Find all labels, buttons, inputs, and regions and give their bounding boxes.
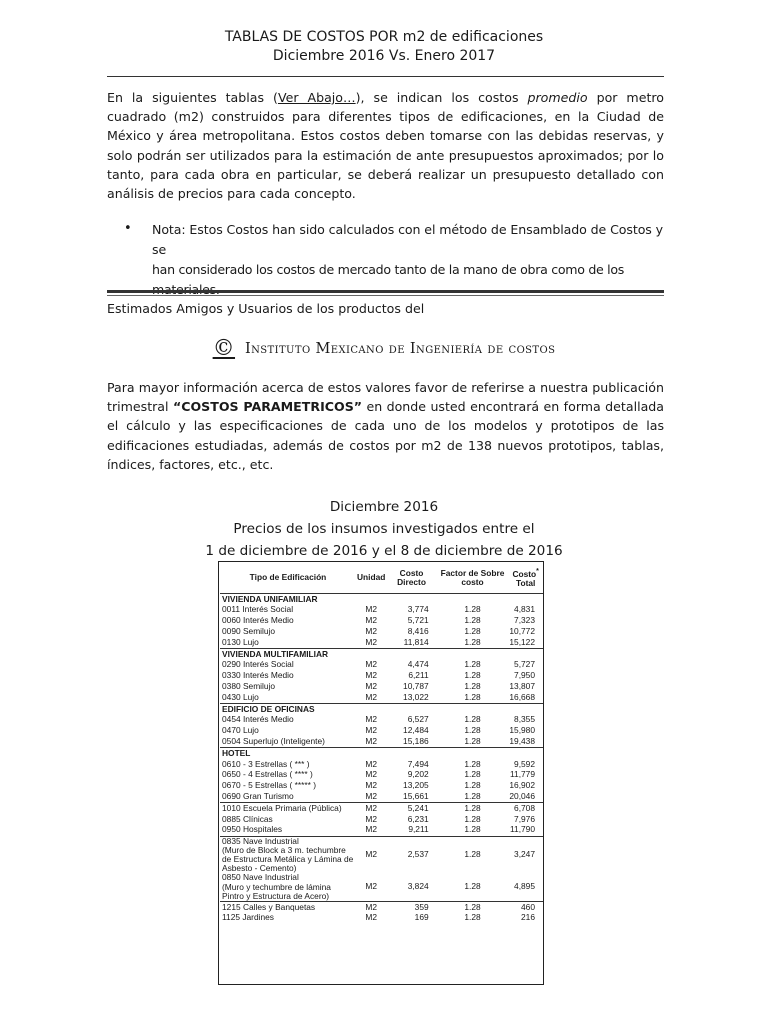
section-edificio-oficinas: EDIFICIO DE OFICINAS bbox=[220, 703, 543, 714]
cell-factor: 1.28 bbox=[464, 626, 481, 637]
cell-costo-directo: 6,231 bbox=[407, 813, 429, 824]
cell-costo-directo: 6,527 bbox=[407, 714, 429, 725]
cell-factor: 1.28 bbox=[464, 636, 481, 647]
table-row bbox=[220, 626, 543, 637]
title-divider bbox=[107, 76, 664, 77]
table-row bbox=[220, 825, 543, 836]
cell-costo-total: 3,247 bbox=[508, 836, 543, 873]
table-row bbox=[220, 637, 543, 648]
header-tipo: Tipo de Edificación bbox=[220, 563, 356, 594]
cell-costo-total: 6,708 bbox=[508, 803, 543, 814]
cell-factor: 1.28 bbox=[437, 901, 509, 912]
intro-text-3: por metro cuadrado (m2) construidos para diferentes tipos de edificaciones, en la Ciudad de México y área metropolitana. Estos costos deben tomarse con las debidas reservas, y solo podrán ser utilizados para la estimación de ante presupuestos aproximados; por lo tanto, para cada obra en particular, se deberá realizar un presupuesto detallado con análisis de precios para cada concepto. bbox=[107, 90, 664, 202]
section-row bbox=[220, 594, 543, 605]
intro-text-1: En la siguientes tablas ( bbox=[107, 90, 278, 105]
cell-unidad: M2 bbox=[365, 615, 378, 626]
intro-italic: promedio bbox=[527, 90, 588, 105]
table-row bbox=[220, 726, 543, 737]
intro-paragraph bbox=[107, 88, 664, 203]
cell-costo-directo: 6,211 bbox=[408, 670, 429, 681]
header-costo-directo: Costo Directo bbox=[386, 563, 436, 594]
info-text-2: en donde usted encontrará en forma detallada el cálculo y las especificaciones de cada uno de los modelos y prototipos de las edificaciones estudiadas, además de costos por m2 de 138 nuevos prototipos, tablas, índices, factores, etc., etc. bbox=[107, 399, 664, 472]
greeting-text: Estimados Amigos y Usuarios de los productos del bbox=[107, 301, 425, 316]
table-row bbox=[220, 605, 543, 616]
cell-costo-total: 5,727 bbox=[514, 659, 535, 670]
cell-costo-total: 19,438 bbox=[509, 736, 535, 747]
cell-unidad: M2 bbox=[365, 691, 378, 702]
cell-costo-directo: 3,824 bbox=[407, 881, 429, 892]
cell-tipo: 0060 Interés Medio bbox=[222, 615, 294, 626]
cell-costo-directo: 169 bbox=[414, 912, 429, 923]
cell-factor: 1.28 bbox=[464, 604, 481, 615]
info-paragraph bbox=[107, 378, 664, 474]
cell-unidad: M2 bbox=[365, 824, 378, 835]
table-row bbox=[220, 913, 543, 924]
cell-factor: 1.28 bbox=[464, 824, 481, 835]
cell-costo-total: 8,355 bbox=[514, 714, 535, 725]
table-row bbox=[220, 759, 543, 770]
cell-unidad: M2 bbox=[365, 626, 378, 637]
cell-tipo: 0504 Superlujo (Inteligente) bbox=[222, 736, 325, 747]
cell-costo-total: 4,895 bbox=[514, 881, 535, 892]
cell-factor: 1.28 bbox=[464, 691, 481, 702]
cell-factor: 1.28 bbox=[437, 836, 509, 873]
cell-tipo: 0670 - 5 Estrellas ( ***** ) bbox=[222, 780, 317, 791]
cell-tipo: 0011 Interés Social bbox=[222, 604, 294, 615]
cell-unidad: M2 bbox=[356, 803, 386, 814]
cell-tipo: 0430 Lujo bbox=[222, 691, 259, 702]
cell-factor: 1.28 bbox=[464, 736, 481, 747]
cell-unidad: M2 bbox=[365, 912, 378, 923]
cell-costo-directo: 5,721 bbox=[407, 615, 429, 626]
cell-costo-directo: 7,494 bbox=[407, 758, 429, 769]
cell-unidad: M2 bbox=[365, 636, 378, 647]
cell-unidad: M2 bbox=[365, 780, 378, 791]
cell-costo-total: 7,950 bbox=[514, 670, 535, 681]
cell-costo-directo: 9,211 bbox=[408, 824, 429, 835]
cell-factor: 1.28 bbox=[464, 681, 481, 692]
cell-factor: 1.28 bbox=[437, 803, 509, 814]
cell-costo-directo: 15,661 bbox=[403, 791, 429, 802]
cell-unidad: M2 bbox=[365, 681, 378, 692]
note-line-1: Nota: Estos Costos han sido calculados con el método de Ensamblado de Costos y se bbox=[152, 222, 664, 257]
cell-factor: 1.28 bbox=[464, 769, 481, 780]
cell-costo-total: 7,976 bbox=[514, 813, 535, 824]
cell-tipo bbox=[220, 873, 356, 901]
institute-name: Instituto Mexicano de Ingeniería de costos bbox=[245, 341, 556, 357]
cell-unidad: M2 bbox=[365, 659, 378, 670]
cell-factor: 1.28 bbox=[464, 912, 481, 923]
cell-costo-total: 11,779 bbox=[510, 769, 535, 780]
header-asterisk: * bbox=[536, 568, 539, 576]
cell-costo-directo: 2,537 bbox=[386, 836, 436, 873]
cell-costo-directo: 15,186 bbox=[403, 736, 429, 747]
cell-tipo: 0470 Lujo bbox=[222, 725, 259, 736]
cell-factor: 1.28 bbox=[464, 670, 481, 681]
cell-tipo: 0290 Interés Social bbox=[222, 659, 294, 670]
table-row bbox=[220, 616, 543, 627]
cell-costo-total: 216 bbox=[521, 912, 535, 923]
section-vivienda-multifamiliar: VIVIENDA MULTIFAMILIAR bbox=[220, 648, 543, 659]
cell-costo-total: 15,980 bbox=[509, 725, 535, 736]
cell-unidad: M2 bbox=[365, 758, 378, 769]
copyright-icon: © bbox=[212, 336, 236, 361]
cell-factor: 1.28 bbox=[464, 881, 481, 892]
cell-tipo-detail: (Muro de Block a 3 m. techumbre de Estructura Metálica y Lámina de Asbesto - Cemento) bbox=[222, 844, 354, 874]
table-heading-month: Diciembre 2016 bbox=[329, 499, 439, 515]
cell-costo-directo: 8,416 bbox=[407, 626, 429, 637]
cell-costo-directo: 3,774 bbox=[407, 604, 429, 615]
intro-text-2: ), se indican los costos bbox=[355, 90, 528, 105]
cell-costo-total: 13,807 bbox=[509, 681, 535, 692]
cell-tipo-title: 0835 Nave Industrial bbox=[222, 835, 299, 846]
table-row bbox=[220, 692, 543, 703]
table-row bbox=[220, 781, 543, 792]
cell-tipo: 0950 Hospitales bbox=[222, 824, 283, 835]
header-costo-total bbox=[508, 563, 543, 594]
cell-tipo: 0380 Semilujo bbox=[222, 681, 276, 692]
cell-tipo: 0330 Interés Medio bbox=[222, 670, 294, 681]
table-row bbox=[220, 715, 543, 726]
cell-costo-directo: 359 bbox=[386, 901, 436, 912]
section-row bbox=[220, 648, 543, 659]
table-row bbox=[220, 770, 543, 781]
cell-unidad: M2 bbox=[365, 813, 378, 824]
note-line-2: han considerado los costos de mercado tanto de la mano de obra como de los bbox=[152, 262, 625, 277]
cell-factor: 1.28 bbox=[464, 780, 481, 791]
cell-costo-total: 9,592 bbox=[514, 758, 535, 769]
cell-tipo: 1125 Jardines bbox=[222, 912, 274, 923]
header-costo-label: Costo bbox=[512, 568, 537, 579]
cell-unidad: M2 bbox=[365, 736, 378, 747]
cell-costo-directo: 9,202 bbox=[407, 769, 429, 780]
cell-costo-total: 16,902 bbox=[509, 780, 535, 791]
cell-factor: 1.28 bbox=[464, 725, 481, 736]
table-header-row bbox=[220, 563, 543, 594]
table-heading-desc: Precios de los insumos investigados entre el bbox=[233, 521, 535, 537]
table-row bbox=[220, 791, 543, 802]
cell-costo-total: 7,323 bbox=[514, 615, 535, 626]
cell-unidad: M2 bbox=[365, 604, 378, 615]
table-row bbox=[220, 873, 543, 901]
cell-costo-total: 11,790 bbox=[510, 824, 535, 835]
section-vivienda-unifamiliar: VIVIENDA UNIFAMILIAR bbox=[220, 594, 543, 605]
cell-unidad: M2 bbox=[365, 791, 378, 802]
cell-costo-total: 15,122 bbox=[509, 636, 535, 647]
table-heading-dates: 1 de diciembre de 2016 y el 8 de diciembre de 2016 bbox=[205, 543, 563, 559]
header-factor: Factor de Sobre costo bbox=[437, 563, 509, 594]
cell-factor: 1.28 bbox=[464, 615, 481, 626]
table-row bbox=[220, 901, 543, 912]
header-unidad: Unidad bbox=[356, 563, 386, 594]
cell-costo-directo: 10,787 bbox=[403, 681, 429, 692]
cell-tipo: 0885 Clínicas bbox=[222, 813, 273, 824]
document-title: TABLAS DE COSTOS POR m2 de edificaciones bbox=[224, 29, 544, 45]
cell-tipo: 0090 Semilujo bbox=[222, 626, 276, 637]
cell-tipo bbox=[220, 836, 356, 873]
table-row bbox=[220, 803, 543, 814]
table-row bbox=[220, 671, 543, 682]
cell-costo-total: 20,046 bbox=[509, 791, 535, 802]
cell-costo-directo: 13,022 bbox=[403, 691, 429, 702]
document-subtitle: Diciembre 2016 Vs. Enero 2017 bbox=[272, 48, 496, 64]
cell-unidad: M2 bbox=[365, 881, 378, 892]
cell-tipo: 0610 - 3 Estrellas ( *** ) bbox=[222, 758, 310, 769]
cell-costo-directo: 4,474 bbox=[407, 659, 429, 670]
cell-unidad: M2 bbox=[365, 714, 378, 725]
section-divider-thick bbox=[107, 290, 664, 293]
cell-costo-total: 460 bbox=[508, 901, 543, 912]
cell-tipo: 0454 Interés Medio bbox=[222, 714, 294, 725]
cell-costo-total: 10,772 bbox=[509, 626, 535, 637]
cell-unidad: M2 bbox=[365, 670, 378, 681]
cell-factor: 1.28 bbox=[464, 659, 481, 670]
section-divider-thin bbox=[107, 295, 664, 296]
section-row bbox=[220, 703, 543, 714]
table-row bbox=[220, 681, 543, 692]
cell-tipo: 0690 Gran Turismo bbox=[222, 791, 294, 802]
table-row bbox=[220, 660, 543, 671]
cell-tipo-detail: (Muro y techumbre de lámina Pintro y Estructura de Acero) bbox=[222, 881, 331, 901]
cell-unidad: M2 bbox=[356, 901, 386, 912]
cell-tipo: 1010 Escuela Primaria (Pública) bbox=[220, 803, 356, 814]
cell-factor: 1.28 bbox=[464, 714, 481, 725]
cell-tipo: 0130 Lujo bbox=[222, 636, 259, 647]
cell-costo-total: 4,831 bbox=[514, 604, 535, 615]
cell-factor: 1.28 bbox=[464, 791, 481, 802]
costs-table bbox=[220, 563, 543, 924]
cell-tipo: 1215 Calles y Banquetas bbox=[220, 901, 356, 912]
cell-tipo-title: 0850 Nave Industrial bbox=[222, 872, 299, 883]
cell-tipo: 0650 - 4 Estrellas ( **** ) bbox=[222, 769, 313, 780]
cell-unidad: M2 bbox=[356, 836, 386, 873]
cell-costo-directo: 5,241 bbox=[386, 803, 436, 814]
cell-costo-directo: 12,484 bbox=[403, 725, 429, 736]
cell-costo-directo: 13,205 bbox=[403, 780, 429, 791]
section-row bbox=[220, 748, 543, 759]
header-total-label: Total bbox=[515, 578, 536, 589]
institute-heading bbox=[0, 336, 768, 361]
table-row bbox=[220, 836, 543, 873]
table-row bbox=[220, 814, 543, 825]
cell-unidad: M2 bbox=[365, 769, 378, 780]
info-text-1: Para mayor información acerca de estos valores favor de referirse a nuestra publicación trimestral bbox=[107, 380, 664, 415]
cell-factor: 1.28 bbox=[464, 758, 481, 769]
ver-abajo-link[interactable]: Ver Abajo… bbox=[277, 90, 356, 105]
bullet-icon: • bbox=[124, 221, 132, 236]
cell-factor: 1.28 bbox=[464, 813, 481, 824]
cell-unidad: M2 bbox=[365, 725, 378, 736]
cell-costo-directo: 11,814 bbox=[403, 636, 429, 647]
note-text bbox=[152, 220, 664, 300]
info-bold-title: “COSTOS PARAMETRICOS” bbox=[172, 399, 363, 415]
cell-costo-total: 16,668 bbox=[509, 691, 535, 702]
section-hotel: HOTEL bbox=[220, 748, 543, 759]
table-row bbox=[220, 736, 543, 747]
